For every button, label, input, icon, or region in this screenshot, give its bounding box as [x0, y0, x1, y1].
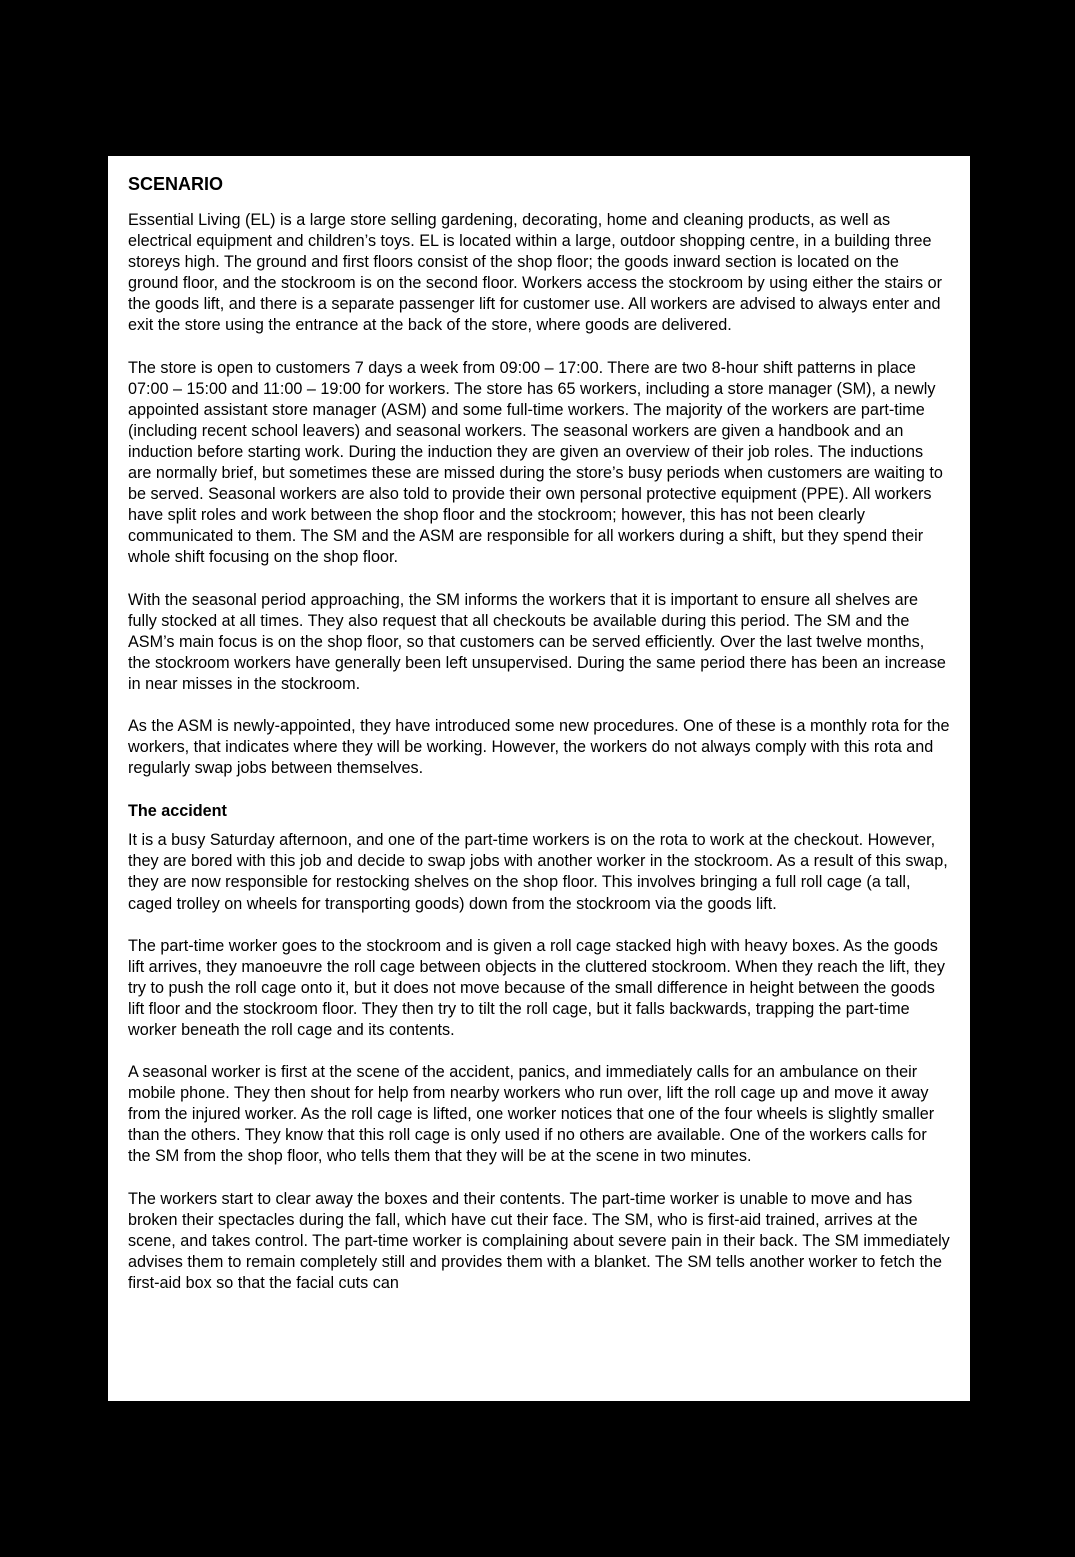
accident-heading: The accident: [128, 802, 227, 821]
paragraph-roll-cage-fall: The part-time worker goes to the stockroom and is given a roll cage stacked high with heavy boxes. As the goods lift arrives, they manoeuvre the roll cage between objects in the cluttered stockroom. When they reach the lift, they try to push the roll cage onto it, but it does not move because of the small difference in height between the goods lift floor and the stockroom floor. They then try to tilt the roll cage, but it falls backwards, trapping the part-time worker beneath the roll cage and its contents.: [128, 936, 945, 1039]
scenario-title: SCENARIO: [128, 174, 224, 194]
paragraph-first-response: A seasonal worker is first at the scene of the accident, panics, and immediately calls for an ambulance on their mobile phone. They then shout for help from nearby workers who run over, lift the roll cage up and move it away from the injured worker. As the roll cage is lifted, one worker notices that one of the four wheels is slightly smaller than the others. They know that this roll cage is only used if no others are available. One of the workers calls for the SM from the shop floor, who tells them that they will be at the scene in two minutes.: [128, 1063, 935, 1166]
document-page: [108, 156, 970, 1401]
paragraph-store-hours-workers: The store is open to customers 7 days a week from 09:00 – 17:00. There are two 8-hour shift patterns in place 07:00 – 15:00 and 11:00 – 19:00 for workers. The store has 65 workers, including a store manager (SM), a newly appointed assistant store manager (ASM) and some full-time workers. The majority of the workers are part-time (including recent school leavers) and seasonal workers. The seasonal workers are given a handbook and an induction before starting work. During the induction they are given an overview of their job roles. The inductions are normally brief, but sometimes these are missed during the store’s busy periods when customers are waiting to be served. Seasonal workers are also told to provide their own personal protective equipment (PPE). All workers have split roles and work between the shop floor and the stockroom; however, this has not been clearly communicated to them. The SM and the ASM are responsible for all workers during a shift, but they spend their whole shift focusing on the shop floor.: [128, 358, 943, 567]
paragraph-store-overview: Essential Living (EL) is a large store selling gardening, decorating, home and cleaning products, as well as electrical equipment and children’s toys. EL is located within a large, outdoor shopping centre, in a building three storeys high. The ground and first floors consist of the shop floor; the goods inward section is located on the ground floor, and the stockroom is on the second floor. Workers access the stockroom by using either the stairs or the goods lift, and there is a separate passenger lift for customer use. All workers are advised to always enter and exit the store using the entrance at the back of the store, where goods are delivered.: [128, 211, 942, 335]
paragraph-seasonal-period: With the seasonal period approaching, the SM informs the workers that it is important to ensure all shelves are fully stocked at all times. They also request that all checkouts be available during this period. The SM and the ASM’s main focus is on the shop floor, so that customers can be served efficiently. Over the last twelve months, the stockroom workers have generally been left unsupervised. During the same period there has been an increase in near misses in the stockroom.: [128, 590, 946, 693]
paragraph-sm-first-aid: The workers start to clear away the boxes and their contents. The part-time worker is unable to move and has broken their spectacles during the fall, which have cut their face. The SM, who is first-aid trained, arrives at the scene, and takes control. The part-time worker is complaining about severe pain in their back. The SM immediately advises them to remain completely still and provides them with a blanket. The SM tells another worker to fetch the first-aid box so that the facial cuts can: [128, 1189, 950, 1292]
paragraph-new-procedures: As the ASM is newly-appointed, they have introduced some new procedures. One of these is a monthly rota for the workers, that indicates where they will be working. However, the workers do not always comply with this rota and regularly swap jobs between themselves.: [128, 716, 950, 778]
paragraph-job-swap: It is a busy Saturday afternoon, and one of the part-time workers is on the rota to work at the checkout. However, they are bored with this job and decide to swap jobs with another worker in the stockroom. As a result of this swap, they are now responsible for restocking shelves on the shop floor. This involves bringing a full roll cage (a tall, caged trolley on wheels for transporting goods) down from the stockroom via the goods lift.: [128, 831, 948, 913]
